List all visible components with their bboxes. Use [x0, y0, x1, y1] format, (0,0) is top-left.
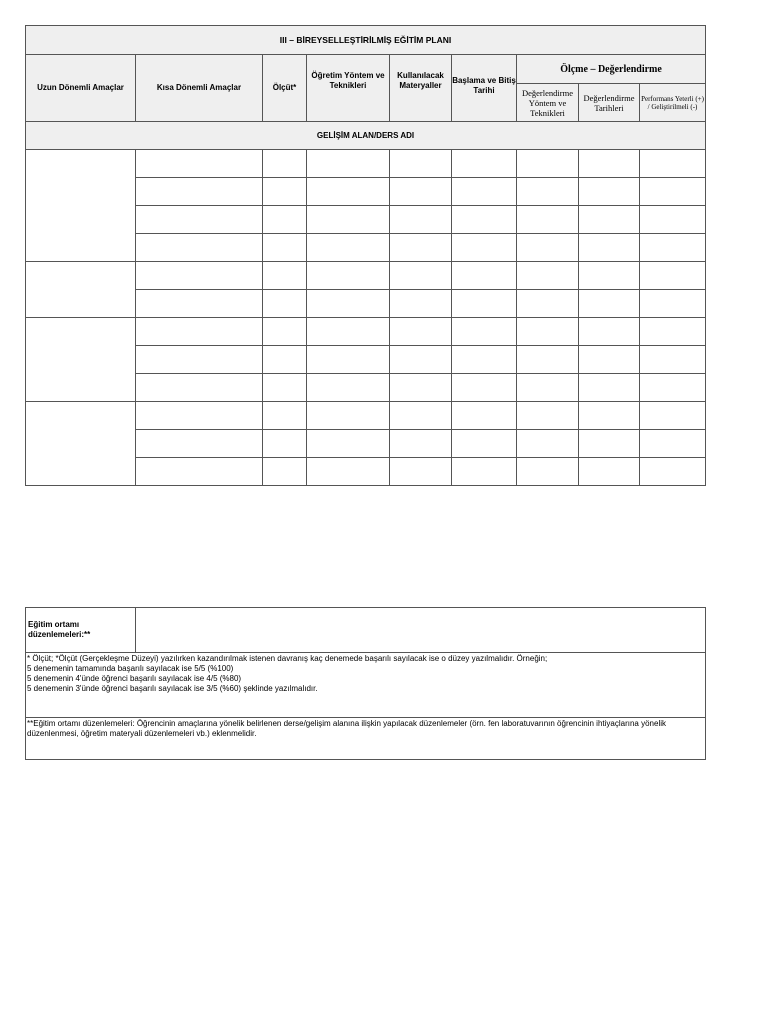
- table-cell[interactable]: [390, 402, 452, 430]
- criterion-note-line: * Ölçüt; *Ölçüt (Gerçekleşme Düzeyi) yazılırken kazandırılmak istenen davranış kaç denemede başarılı sayılacak ise o düzey yazılmalıdır. Örneğin;: [27, 654, 548, 663]
- table-cell[interactable]: [517, 234, 579, 262]
- table-cell[interactable]: [307, 234, 390, 262]
- table-cell[interactable]: [136, 430, 263, 458]
- table-cell[interactable]: [579, 234, 640, 262]
- table-cell[interactable]: [640, 458, 706, 486]
- environment-input-cell[interactable]: [136, 608, 706, 653]
- criterion-note-line: 5 denemenin 3'ünde öğrenci başarılı sayılacak ise 3/5 (%60) şeklinde yazılmalıdır.: [27, 684, 318, 693]
- table-cell[interactable]: [136, 346, 263, 374]
- table-cell[interactable]: [390, 430, 452, 458]
- table-cell[interactable]: [640, 430, 706, 458]
- table-cell[interactable]: [640, 318, 706, 346]
- table-cell[interactable]: [136, 150, 263, 178]
- table-cell[interactable]: [640, 346, 706, 374]
- notes-table: [25, 607, 706, 760]
- plan-title: III – BİREYSELLEŞTİRİLMİŞ EĞİTİM PLANI: [26, 26, 706, 55]
- header-long-term-goals: Uzun Dönemli Amaçlar: [26, 55, 136, 122]
- table-cell[interactable]: [452, 290, 517, 318]
- table-cell[interactable]: [517, 262, 579, 290]
- table-cell[interactable]: [452, 346, 517, 374]
- table-cell[interactable]: [579, 150, 640, 178]
- table-cell[interactable]: [390, 150, 452, 178]
- table-cell[interactable]: [263, 374, 307, 402]
- table-cell[interactable]: [640, 262, 706, 290]
- table-cell[interactable]: [579, 206, 640, 234]
- table-cell[interactable]: [136, 374, 263, 402]
- table-cell[interactable]: [136, 262, 263, 290]
- table-cell[interactable]: [579, 458, 640, 486]
- table-cell[interactable]: [452, 206, 517, 234]
- header-materials: Kullanılacak Materyaller: [390, 55, 452, 122]
- table-cell[interactable]: [307, 346, 390, 374]
- table-cell[interactable]: [263, 150, 307, 178]
- table-row: [26, 318, 706, 346]
- table-cell[interactable]: [307, 374, 390, 402]
- table-cell[interactable]: [579, 374, 640, 402]
- table-cell[interactable]: [579, 262, 640, 290]
- criterion-note-line: 5 denemenin tamamında başarılı sayılacak ise 5/5 (%100): [27, 664, 234, 673]
- table-cell[interactable]: [136, 318, 263, 346]
- table-cell[interactable]: [517, 150, 579, 178]
- table-cell[interactable]: [263, 430, 307, 458]
- long-term-goal-cell[interactable]: [26, 262, 136, 318]
- table-cell[interactable]: [517, 430, 579, 458]
- table-cell[interactable]: [307, 178, 390, 206]
- table-cell[interactable]: [390, 234, 452, 262]
- table-cell[interactable]: [307, 206, 390, 234]
- header-criterion: Ölçüt*: [263, 55, 307, 122]
- table-cell[interactable]: [579, 402, 640, 430]
- table-cell[interactable]: [452, 430, 517, 458]
- table-cell[interactable]: [579, 178, 640, 206]
- header-assessment-methods: Değerlendirme Yöntem ve Teknikleri: [517, 84, 579, 122]
- header-performance: Performans Yeterli (+) / Geliştirilmeli (-): [640, 84, 706, 122]
- table-cell[interactable]: [307, 458, 390, 486]
- table-cell[interactable]: [136, 290, 263, 318]
- table-cell[interactable]: [452, 262, 517, 290]
- table-cell[interactable]: [517, 318, 579, 346]
- table-cell[interactable]: [263, 318, 307, 346]
- table-cell[interactable]: [452, 458, 517, 486]
- section-label: GELİŞİM ALAN/DERS ADI: [26, 122, 706, 150]
- table-cell[interactable]: [263, 290, 307, 318]
- table-cell[interactable]: [452, 402, 517, 430]
- criterion-note: [26, 653, 706, 718]
- table-cell[interactable]: [307, 430, 390, 458]
- table-row: [26, 402, 706, 430]
- table-cell[interactable]: [136, 206, 263, 234]
- table-cell[interactable]: [452, 374, 517, 402]
- header-assessment-dates: Değerlendirme Tarihleri: [579, 84, 640, 122]
- table-cell[interactable]: [640, 234, 706, 262]
- table-cell[interactable]: [263, 458, 307, 486]
- table-cell[interactable]: [517, 290, 579, 318]
- table-cell[interactable]: [136, 458, 263, 486]
- table-cell[interactable]: [307, 318, 390, 346]
- table-cell[interactable]: [136, 234, 263, 262]
- table-cell[interactable]: [579, 430, 640, 458]
- environment-note: **Eğitim ortamı düzenlemeleri: Öğrencinin amaçlarına yönelik belirlenen derse/gelişim alanına ilişkin yapılacak düzenlemeler (örn. fen laboratuvarının öğrencinin ihtiyaçlarına yönelik düzenlenmesi, öğretim materyali düzenlemeleri vb.) eklenmelidir.: [26, 718, 706, 760]
- table-cell[interactable]: [517, 206, 579, 234]
- table-cell[interactable]: [390, 178, 452, 206]
- table-cell[interactable]: [640, 402, 706, 430]
- table-cell[interactable]: [390, 262, 452, 290]
- header-teaching-methods: Öğretim Yöntem ve Teknikleri: [307, 55, 390, 122]
- table-cell[interactable]: [263, 234, 307, 262]
- table-cell[interactable]: [452, 318, 517, 346]
- table-cell[interactable]: [307, 402, 390, 430]
- criterion-note-line: 5 denemenin 4'ünde öğrenci başarılı sayılacak ise 4/5 (%80): [27, 674, 242, 683]
- table-cell[interactable]: [579, 318, 640, 346]
- table-cell[interactable]: [390, 318, 452, 346]
- table-cell[interactable]: [640, 150, 706, 178]
- table-cell[interactable]: [517, 458, 579, 486]
- table-cell[interactable]: [307, 290, 390, 318]
- table-cell[interactable]: [263, 402, 307, 430]
- table-cell[interactable]: [263, 262, 307, 290]
- header-short-term-goals: Kısa Dönemli Amaçlar: [136, 55, 263, 122]
- table-cell[interactable]: [640, 178, 706, 206]
- table-cell[interactable]: [517, 402, 579, 430]
- table-cell[interactable]: [640, 374, 706, 402]
- table-cell[interactable]: [452, 150, 517, 178]
- table-cell[interactable]: [640, 206, 706, 234]
- table-cell[interactable]: [390, 206, 452, 234]
- table-row: [26, 262, 706, 290]
- table-cell[interactable]: [390, 290, 452, 318]
- table-cell[interactable]: [517, 178, 579, 206]
- table-cell[interactable]: [390, 346, 452, 374]
- environment-label: Eğitim ortamı düzenlemeleri:**: [26, 608, 136, 653]
- header-assessment-group: Ölçme – Değerlendirme: [517, 55, 706, 84]
- header-start-end-date: Başlama ve Bitiş Tarihi: [452, 55, 517, 122]
- table-cell[interactable]: [136, 402, 263, 430]
- table-row: [26, 150, 706, 178]
- table-cell[interactable]: [517, 374, 579, 402]
- table-cell[interactable]: [579, 346, 640, 374]
- table-cell[interactable]: [263, 206, 307, 234]
- table-cell[interactable]: [390, 374, 452, 402]
- table-cell[interactable]: [136, 178, 263, 206]
- long-term-goal-cell[interactable]: [26, 402, 136, 486]
- table-cell[interactable]: [579, 290, 640, 318]
- table-cell[interactable]: [452, 234, 517, 262]
- table-cell[interactable]: [263, 346, 307, 374]
- long-term-goal-cell[interactable]: [26, 150, 136, 262]
- table-cell[interactable]: [452, 178, 517, 206]
- table-cell[interactable]: [263, 178, 307, 206]
- table-cell[interactable]: [307, 262, 390, 290]
- table-cell[interactable]: [517, 346, 579, 374]
- table-cell[interactable]: [390, 458, 452, 486]
- table-cell[interactable]: [307, 150, 390, 178]
- table-cell[interactable]: [640, 290, 706, 318]
- long-term-goal-cell[interactable]: [26, 318, 136, 402]
- education-plan-table: [25, 25, 706, 486]
